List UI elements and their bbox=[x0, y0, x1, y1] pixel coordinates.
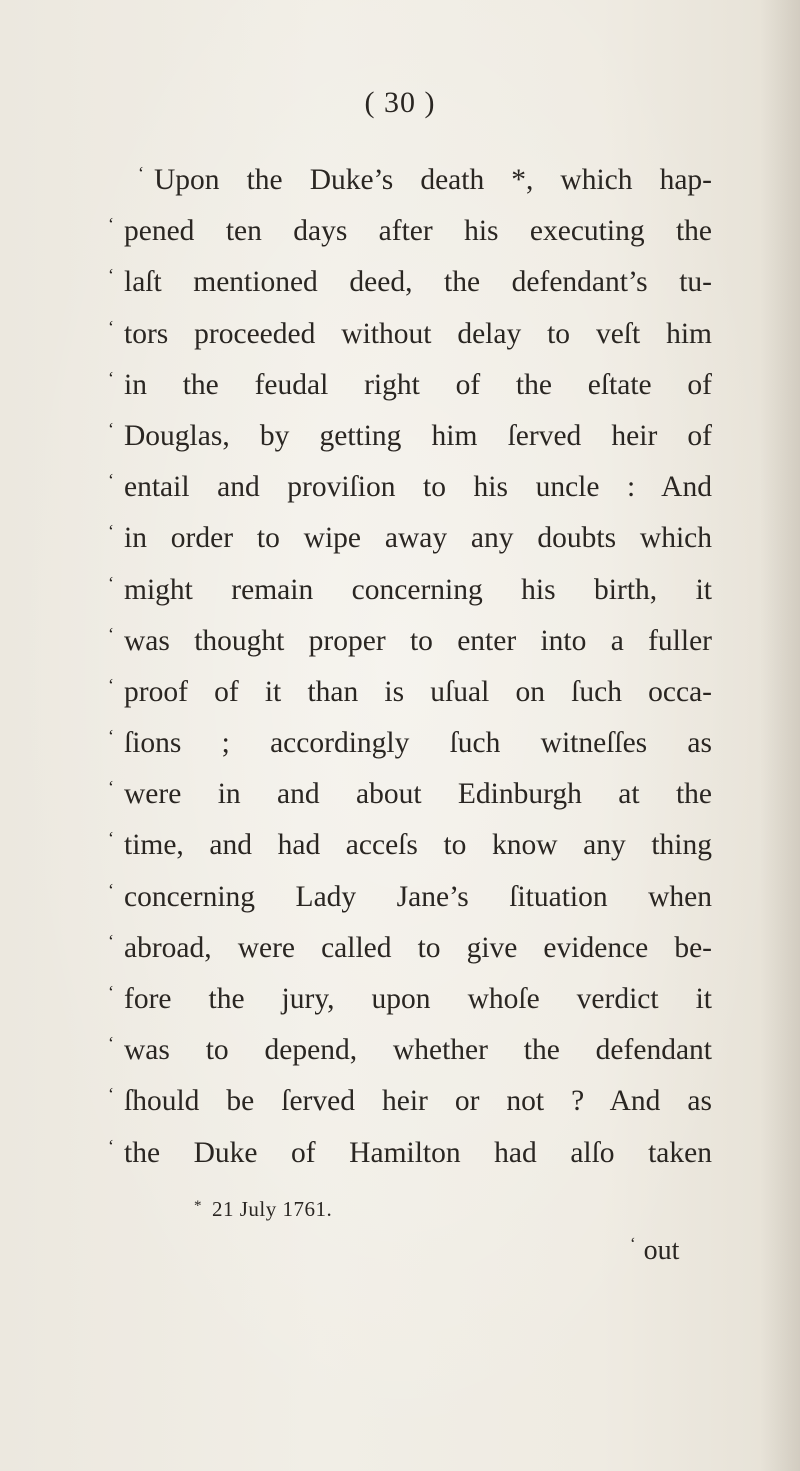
quote-mark: ‘ bbox=[108, 214, 114, 235]
quote-mark: ‘ bbox=[108, 879, 114, 900]
text-line: ‘ tors proceeded without delay to veſt him bbox=[108, 316, 712, 350]
text-line: ‘ Upon the Duke’s death *, which hap- bbox=[138, 163, 712, 196]
quote-mark: ‘ bbox=[108, 1084, 114, 1105]
text-line: ‘ was to depend, whether the defendant bbox=[108, 1033, 712, 1067]
quote-mark: ‘ bbox=[108, 828, 114, 849]
quote-mark: ‘ bbox=[108, 982, 114, 1002]
footnote-text: 21 July 1761. bbox=[212, 1197, 333, 1221]
text-line: ‘ might remain concerning his birth, it bbox=[108, 572, 712, 606]
footnote-mark: * bbox=[194, 1198, 202, 1214]
text-line: ‘ ſhould be ſerved heir or not ? And as bbox=[108, 1084, 712, 1118]
quote-mark: ‘ bbox=[630, 1234, 636, 1253]
text-line: ‘ in the feudal right of the eſtate of bbox=[108, 367, 712, 401]
text-line: ‘ time, and had acceſs to know any thing bbox=[108, 828, 712, 862]
quote-mark: ‘ bbox=[108, 470, 114, 491]
quote-mark: ‘ bbox=[108, 726, 114, 747]
quote-mark: ‘ bbox=[108, 572, 114, 593]
quote-mark: ‘ bbox=[108, 623, 114, 644]
page-edge-shadow bbox=[760, 0, 800, 1471]
quote-mark: ‘ bbox=[108, 316, 114, 337]
text-line: ‘ the Duke of Hamilton had alſo taken bbox=[108, 1135, 712, 1169]
quote-mark: ‘ bbox=[108, 674, 114, 695]
text-line: ‘ entail and proviſion to his uncle : And bbox=[108, 470, 712, 504]
quote-mark: ‘ bbox=[108, 265, 114, 286]
text-line: ‘ pened ten days after his executing the bbox=[108, 214, 712, 248]
text-line: ‘ concerning Lady Jane’s ſituation when bbox=[108, 879, 712, 913]
quote-mark: ‘ bbox=[108, 367, 114, 388]
text-line: ‘ laſt mentioned deed, the defendant’s tu- bbox=[108, 265, 712, 299]
quote-mark: ‘ bbox=[108, 930, 114, 951]
text-line: ‘ was thought proper to enter into a fuller bbox=[108, 623, 712, 657]
quote-mark: ‘ bbox=[108, 1033, 114, 1054]
quote-mark: ‘ bbox=[108, 418, 114, 439]
text-line: ‘ proof of it than is uſual on ſuch occa- bbox=[108, 674, 712, 708]
text-line: ‘ Douglas, by getting him ſerved heir of bbox=[108, 418, 712, 452]
quote-mark: ‘ bbox=[108, 1135, 114, 1156]
page-number: ( 30 ) bbox=[364, 86, 436, 119]
text-line: ‘ ſions ; accordingly ſuch witneſſes as bbox=[108, 726, 712, 760]
text-line: ‘ fore the jury, upon whoſe verdict it bbox=[108, 982, 712, 1015]
body-text bbox=[108, 148, 712, 1172]
catchword: ‘ out bbox=[630, 1234, 680, 1266]
footnote bbox=[194, 1197, 332, 1222]
text-line: ‘ abroad, were called to give evidence be- bbox=[108, 930, 712, 964]
text-line: ‘ in order to wipe away any doubts which bbox=[108, 521, 712, 555]
text-line: ‘ were in and about Edinburgh at the bbox=[108, 777, 712, 811]
quote-mark: ‘ bbox=[108, 777, 114, 798]
quote-mark: ‘ bbox=[138, 163, 144, 183]
quote-mark: ‘ bbox=[108, 521, 114, 542]
